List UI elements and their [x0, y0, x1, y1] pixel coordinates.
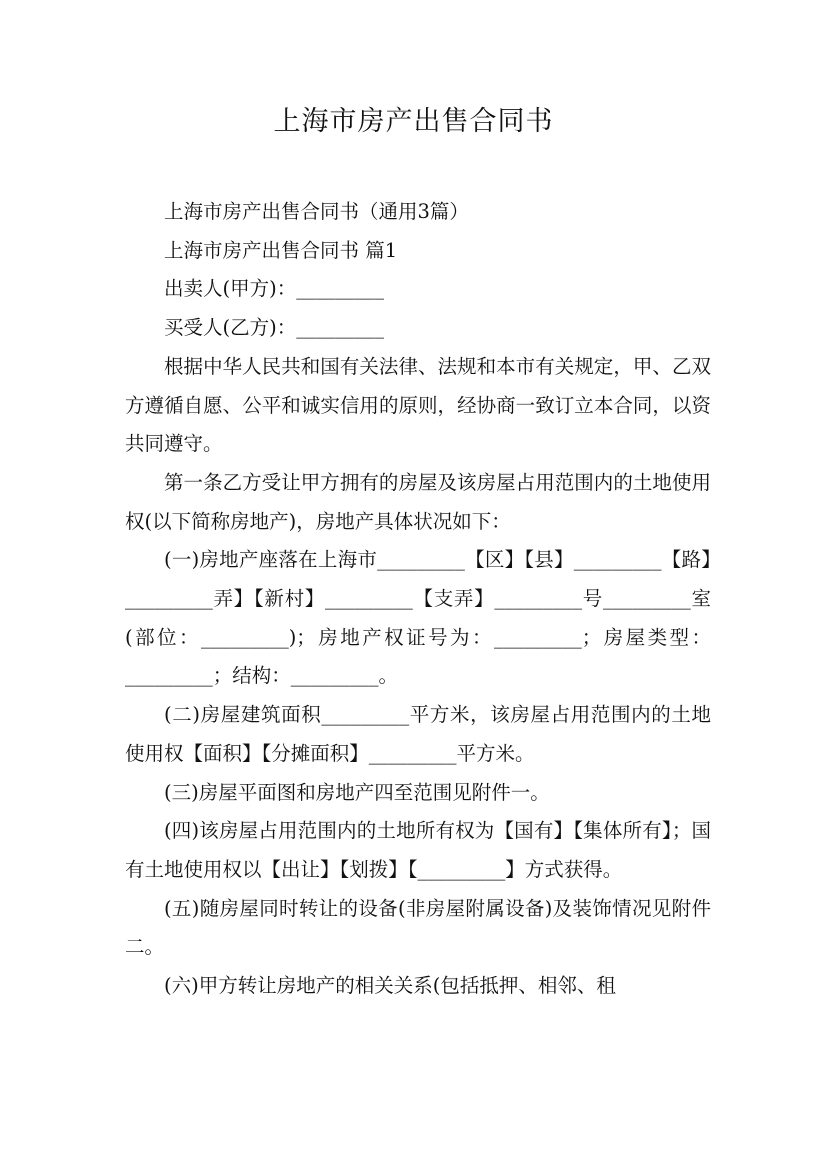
paragraph-preamble: 根据中华人民共和国有关法律、法规和本市有关规定，甲、乙双方遵循自愿、公平和诚实信用的原则，经协商一致订立本合同，以资共同遵守。: [125, 354, 711, 456]
paragraph-buyer: 买受人(乙方)：_________: [164, 316, 384, 340]
document-title: 上海市房产出售合同书: [273, 106, 554, 137]
paragraph-item-3: (三)房屋平面图和房地产四至范围见附件一。: [164, 780, 550, 804]
paragraph-item-2: (二)房屋建筑面积_________平方米，该房屋占用范围内的土地使用权【面积】【分摊面积】_________平方米。: [125, 703, 711, 765]
paragraph-seller: 出卖人(甲方)：_________: [164, 277, 384, 301]
paragraph-clause-1: 第一条乙方受让甲方拥有的房屋及该房屋占用范围内的土地使用权(以下简称房地产)，房地产具体状况如下：: [125, 470, 711, 533]
paragraph-article-heading: 上海市房产出售合同书 篇1: [164, 238, 398, 262]
paragraph-item-5: (五)随房屋同时转让的设备(非房屋附属设备)及装饰情况见附件二。: [125, 896, 711, 959]
paragraph-item-4: (四)该房屋占用范围内的土地所有权为【国有】【集体所有】；国有土地使用权以【出让】【划拨】【_________】方式获得。: [125, 819, 711, 881]
paragraph-item-6: (六)甲方转让房地产的相关关系(包括抵押、相邻、租: [164, 974, 616, 998]
paragraph-subtitle: 上海市房产出售合同书（通用3篇）: [164, 200, 469, 223]
paragraph-item-1: (一)房地产座落在上海市_________【区】【县】_________【路】_________弄】【新村】_________【支弄】_________号_________室(部位：_________)；房地产权证号为：_________；房屋类型：_________；结构：_________。: [125, 548, 711, 688]
document-body: [125, 193, 711, 1006]
